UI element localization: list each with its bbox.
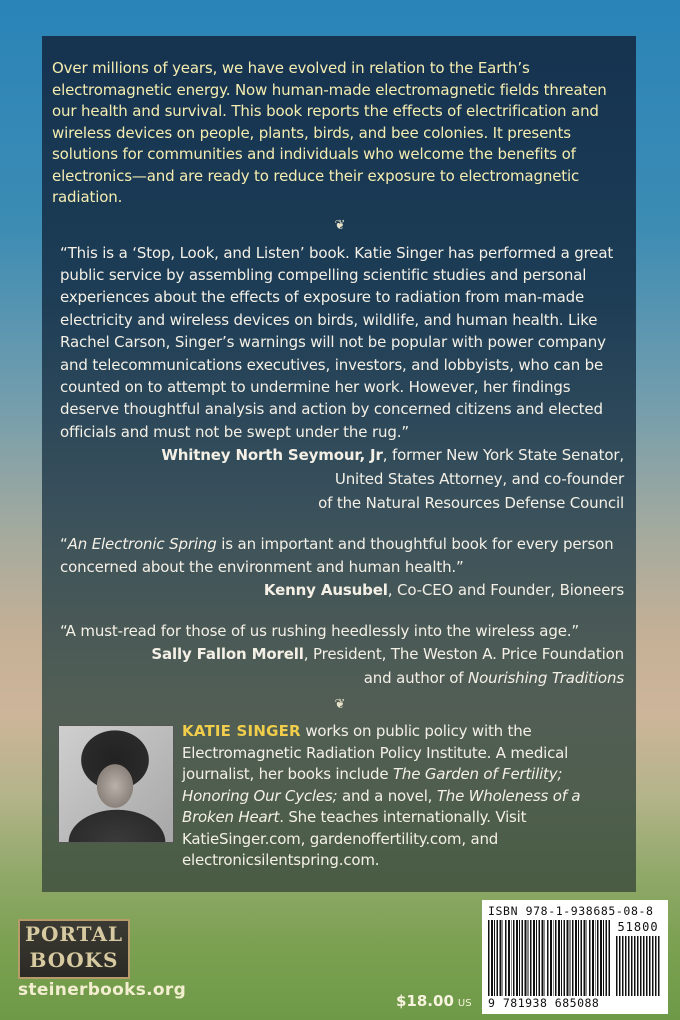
publisher-logo: PORTAL BOOKS	[18, 919, 130, 979]
attribution-seymour: Whitney North Seymour, Jr, former New York State Senator, United States Attorney, and co-founder of the Natural Resources Defense Council	[161, 446, 624, 513]
attribution-morell: Sally Fallon Morell, President, The Weston A. Price Foundation and author of Nourishing Traditions	[151, 645, 624, 688]
ornament-icon: ❦	[334, 697, 346, 713]
barcode-ext-number: 51800	[617, 920, 659, 934]
isbn-label: ISBN 978-1-938685-08-8	[488, 904, 654, 918]
barcode-icon	[488, 920, 610, 996]
barcode-ext-icon	[616, 936, 660, 996]
quote-morell: “A must-read for those of us rushing heedlessly into the wireless age.”	[60, 621, 580, 640]
quote-author: Kenny Ausubel	[263, 580, 388, 599]
publisher-website[interactable]: steinerbooks.org	[18, 980, 187, 1000]
attribution-ausubel: Kenny Ausubel, Co-CEO and Founder, Bioneers	[263, 580, 624, 599]
back-cover-panel	[42, 36, 636, 892]
isbn-barcode	[482, 900, 668, 1014]
author-name: KATIE SINGER	[182, 722, 301, 741]
quote-ausubel: “An Electronic Spring is an important and thoughtful book for every person concerned about the environment and human health.”	[60, 535, 614, 576]
book-description: Over millions of years, we have evolved in relation to the Earth’s electromagnetic energy. Now human-made electromagnetic fields threaten our health and survival. This book reports the effects of electrification and wireless devices on people, plants, birds, and bee colonies. It presents solutions for communities and individuals who welcome the benefits of electronics—and are ready to reduce their exposure to electromagnetic radiation.	[52, 59, 607, 206]
price-label: $18.00 US	[396, 992, 472, 1010]
barcode-number: 9 781938 685088	[488, 996, 600, 1010]
author-bio-text: KATIE SINGER works on public policy with the Electromagnetic Radiation Policy Institute. A medical journalist, her books include The Garden of Fertility; Honoring Our Cycles; and a novel, The Wholeness of a Broken Heart. She teaches internationally. Visit KatieSinger.com, gardenoffertility.com, and electronicsilentspring.com.	[182, 722, 581, 870]
quote-author: Whitney North Seymour, Jr	[161, 446, 383, 465]
author-photo	[58, 725, 174, 843]
ornament-icon: ❦	[334, 217, 346, 233]
book-title-italic: An Electronic Spring	[67, 535, 217, 554]
author-bio	[52, 721, 628, 871]
quote-author: Sally Fallon Morell	[151, 645, 304, 664]
quote-seymour: “This is a ‘Stop, Look, and Listen’ book. Katie Singer has performed a great public service by assembling compelling scientific studies and personal experiences about the effects of exposure to radiation from man-made electricity and wireless devices on birds, wildlife, and human health. Like Rachel Carson, Singer’s warnings will not be popular with power company and telecommunications executives, investors, and lobbyists, who can be counted on to attempt to undermine her work. However, her findings deserve thoughtful analysis and action by concerned citizens and elected officials and must not be swept under the rug.”	[60, 243, 614, 441]
